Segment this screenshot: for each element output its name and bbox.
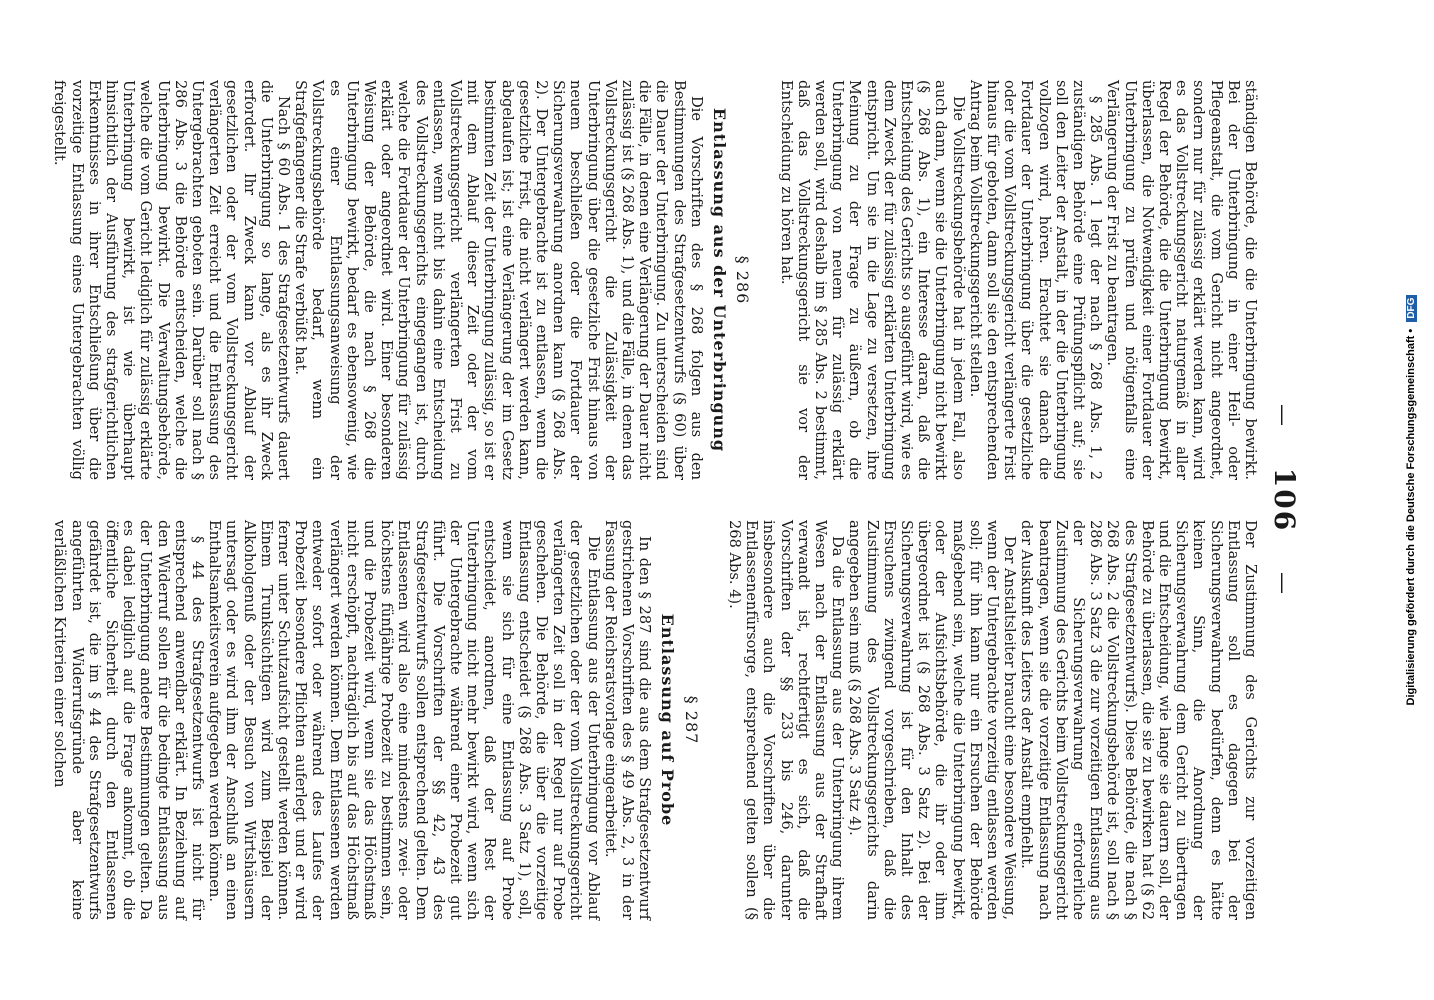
credit-text: Digitalisierung gefördert durch die Deutsche Forschungsgemeinschaft • (1405, 328, 1417, 706)
right-column (51, 520, 1259, 920)
paragraph: Nach § 60 Abs. 1 des Strafgesetzentwurfs dauert die Unterbringung so lange, als es ihr Zweck erfordert. Ihr Zweck kann vor Ablauf der gesetzlichen oder der vom Vollstreckungsgericht verlängerten Zeit erreicht und die Entlassung des Untergebrachten geboten sein. Darüber soll nach § 286 Abs. 3 die Behörde entscheiden, welche die Unterbringung bewirkt. Die Verwaltungsbehörde, welche die vom Gericht lediglich für zulässig erklärte Unterbringung bewirkt, ist wie überhaupt hinsichtlich der Ausführung des strafgerichtlichen Erkenntnisses in ihrer Entschließung über die vorzeitige Entlassung eines Untergebrachten völlig freigestellt. (51, 80, 293, 480)
paragraph: Der Zustimmung des Gerichts zur vorzeitigen Entlassung soll es dagegen bei der Sicherungsverwahrung bedürfen, denn es hätte keinen Sinn, die Anordnung der Sicherungsverwahrung dem Gericht zu übertragen und die Entscheidung, wie lange sie dauern soll, der Behörde zu überlassen, die sie zu bewirken hat (§ 62 des Strafgesetzentwurfs). Diese Behörde, die nach § 268 Abs. 2 die Vollstreckungsbehörde ist, soll nach § 286 Abs. 3 Satz 3 die zur vorzeitigen Entlassung aus der Sicherungsverwahrung erforderliche Zustimmung des Gerichts beim Vollstreckungsgericht beantragen, wenn sie die vorzeitige Entlassung nach der Auskunft des Leiters der Anstalt empfiehlt. (1018, 520, 1259, 920)
paragraph: Die Vollstreckungsbehörde hat in jedem Fall, also auch dann, wenn sie die Unterbringung nicht bewirkt (§ 268 Abs. 1), ein Interesse daran, daß die Entscheidung des Gerichts so ausgeführt wird, wie es dem Zweck der für zulässig erklärten Unterbringung entspricht. Um sie in die Lage zu versetzen, ihre Meinung zu der Frage zu äußern, ob die Unterbringung von neuem für zulässig erklärt werden soll, wird deshalb im § 285 Abs. 2 bestimmt, daß das Vollstreckungsgericht sie vor der Entscheidung zu hören hat. (777, 80, 967, 480)
paragraph: Die Vorschriften des § 268 folgen aus den Bestimmungen des Strafgesetzentwurfs (§ 60) über die Dauer der Unterbringung. Zu unterscheiden sind die Fälle, in denen eine Verlängerung der Dauer nicht zulässig ist (§ 268 Abs. 1), und die Fälle, in denen das Vollstreckungsgericht die Zulässigkeit der Unterbringung über die gesetzliche Frist hinaus von neuem beschließen oder die Fortdauer der Sicherungsverwahrung anordnen kann (§ 268 Abs. 2). Der Untergebrachte ist zu entlassen, wenn die gesetzliche Frist, die nicht verlängert werden kann, abgelaufen ist; ist eine Verlängerung der im Gesetz bestimmten Zeit der Unterbringung zulässig, so ist er mit dem Ablauf dieser Zeit oder der vom Vollstreckungsgericht verlängerten Frist zu entlassen, wenn nicht bis dahin eine Entscheidung des Vollstreckungsgerichts eingegangen ist, durch welche die Fortdauer der Unterbringung für zulässig erklärt oder angeordnet wird. Einer besonderen Weisung der Behörde, die nach § 268 die Unterbringung bewirkt, bedarf es ebensowenig, wie es einer Entlassungsanweisung der Vollstreckungsbehörde bedarf, wenn ein Strafgefangener die Strafe verbüßt hat. (292, 80, 705, 480)
section-title: Entlassung aus der Unterbringung (710, 107, 730, 453)
paragraph: Die Entlassung aus der Unterbringung vor Ablauf der gesetzlichen oder der vom Vollstreckungsgericht verlängerten Zeit soll in der Regel nur auf Probe geschehen. Die Behörde, die über die vorzeitige Entlassung entscheidet (§ 268 Abs. 3 Satz 1), soll, wenn sie sich für eine Entlassung auf Probe entscheidet, anordnen, daß der Rest der Unterbringung nicht mehr bewirkt wird, wenn sich der Untergebrachte während einer Probezeit gut führt. Die Vorschriften der §§ 42, 43 des Strafgesetzentwurfs sollen entsprechend gelten. Dem Entlassenen wird also eine mindestens zwei- oder höchstens fünfjährige Probezeit zu bestimmen sein, und die Probezeit wird, wenn sie das Höchstmaß nicht erschöpft, nachträglich bis auf das Höchstmaß verlängert werden können. Dem Entlassenen werden entweder sofort oder während des Laufes der Probezeit besondere Pflichten auferlegt und er wird ferner unter Schutzaufsicht gestellt werden können. Einem Trunksüchtigen wird zum Beispiel der Alkoholgenuß oder der Besuch von Wirtshäusern untersagt oder es wird ihm der Anschluß an einen Enthaltsamkeitsverein aufgegeben werden können. (206, 520, 602, 920)
paragraph: Der Anstaltsleiter braucht eine besondere Weisung, wenn der Untergebrachte vorzeitig entlassen werden soll; für ihn kann nur ein Ersuchen der Behörde maßgebend sein, welche die Unterbringung bewirkt, oder der Aufsichtsbehörde, die ihr oder ihm übergeordnet ist (§ 268 Abs. 3 Satz 2). Bei der Sicherungsverwahrung ist für den Inhalt des Ersuchens zwingend vorgeschrieben, daß die Zustimmung des Vollstreckungsgerichts darin angegeben sein muß (§ 268 Abs. 3 Satz 4). (846, 520, 1019, 920)
section-title: Entlassung auf Probe (658, 613, 678, 827)
left-column (51, 80, 1259, 480)
digitization-credit (1405, 120, 1423, 880)
dfg-logo: DFG (1406, 295, 1417, 322)
paragraph: Da die Entlassung aus der Unterbringung ihrem Wesen nach der Entlassung aus der Strafhaft verwandt ist, rechtfertigt es sich, daß die Vorschriften der §§ 233 bis 246, darunter insbesondere auch die Vorschriften über die Entlassenenfürsorge, entsprechend gelten sollen (§ 268 Abs. 4). (725, 520, 847, 920)
page-header (1261, 80, 1301, 920)
header-dash-right: — (1270, 571, 1295, 596)
paragraph: § 44 des Strafgesetzentwurfs ist nicht für entsprechend anwendbar erklärt. In Beziehung auf den Widerruf sollen für die bedingte Entlassung aus der Unterbringung andere Bestimmungen gelten. Da es dabei lediglich auf die Frage ankommt, ob die öffentliche Sicherheit durch den Entlassenen gefährdet ist, die im § 44 des Strafgesetzentwurfs angeführten Widerrufsgründe aber keine verläßlichen Kriterien einer solchen (51, 520, 207, 920)
section-number: § 286 (733, 255, 753, 305)
rotated-page-content (51, 80, 1301, 920)
paragraph: § 285 Abs. 1 legt der nach § 268 Abs. 1, 2 zuständigen Behörde eine Prüfungspflicht auf; sie soll den Leiter der Anstalt, in der die Unterbringung vollzogen wird, hören. Erachtet sie danach die Fortdauer der Unterbringung über die gesetzliche oder die vom Vollstreckungsgericht verlängerte Frist hinaus für geboten, dann soll sie den entsprechenden Antrag beim Vollstreckungsgericht stellen. (966, 80, 1105, 480)
paragraph: ständigen Behörde, die die Unterbringung bewirkt. Bei der Unterbringung in einer Heil- oder Pflegeanstalt, die vom Gericht nicht angeordnet, sondern nur für zulässig erklärt werden kann, wird es das Vollstreckungsgericht naturgemäß in aller Regel der Behörde, die die Unterbringung bewirkt, überlassen, die Notwendigkeit einer Fortdauer der Unterbringung zu prüfen und nötigenfalls eine Verlängerung der Frist zu beantragen. (1104, 80, 1259, 480)
paragraph: In den § 287 sind die aus dem Strafgesetzentwurf gestrichenen Vorschriften des § 49 Abs. 2, 3 in der Fassung der Reichsratsvorlage eingearbeitet. (601, 520, 654, 920)
page-number: 106 (1268, 467, 1301, 533)
header-dash-left: — (1270, 404, 1295, 429)
section-number: § 287 (681, 695, 701, 745)
